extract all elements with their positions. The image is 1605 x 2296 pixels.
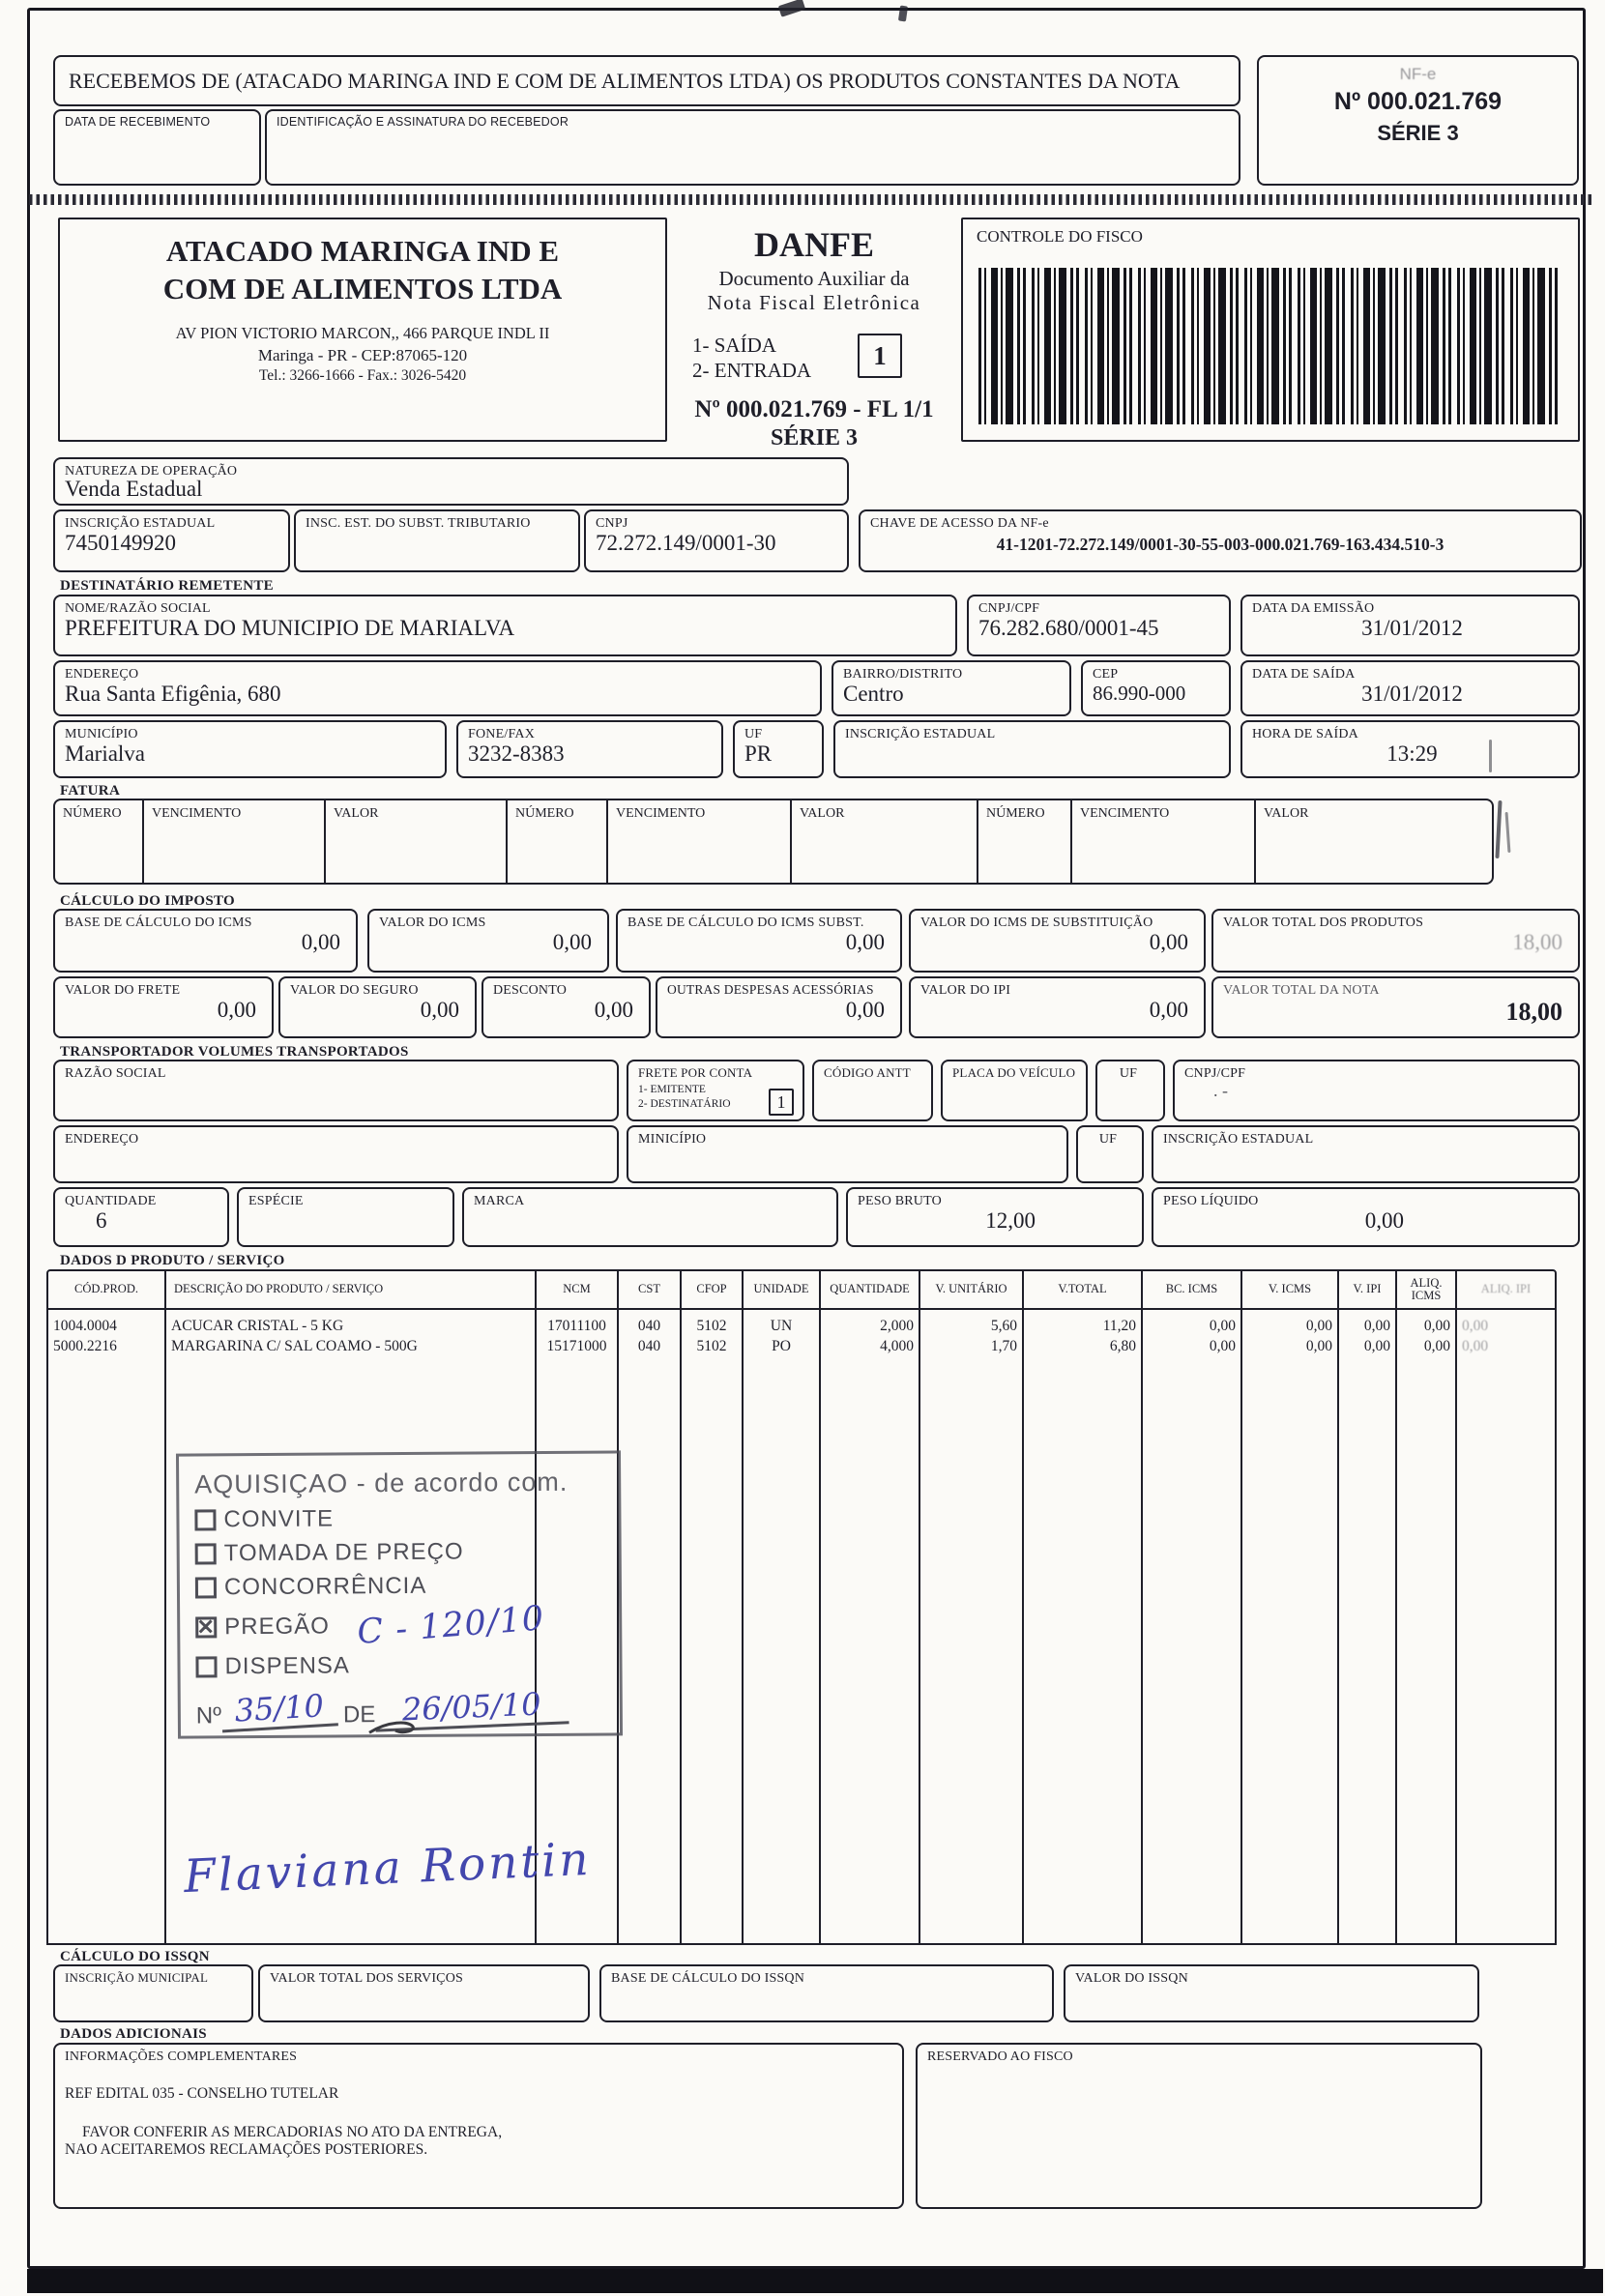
produtos-header-vtotal: V.TOTAL — [1024, 1271, 1143, 1308]
dest-uf-box — [733, 720, 824, 778]
transp-qtd-value: 6 — [96, 1208, 107, 1234]
imposto-seguro-box — [278, 976, 477, 1038]
transp-frete-opt2: 2- DESTINATÁRIO — [638, 1098, 731, 1111]
produtos-header-aliqicms: ALIQ. ICMS — [1397, 1271, 1457, 1308]
imposto-outras-box — [656, 976, 902, 1038]
transp-liquido-label: PESO LÍQUIDO — [1163, 1194, 1259, 1208]
produto-aliqipi: 0,00 — [1462, 1318, 1489, 1334]
transp-liquido-box — [1152, 1187, 1580, 1247]
chave-acesso-box — [859, 509, 1582, 572]
informacoes-label: INFORMAÇÕES COMPLEMENTARES — [65, 2049, 298, 2064]
produtos-col-unidade — [744, 1310, 821, 1943]
dest-cep-value: 86.990-000 — [1093, 682, 1186, 706]
issqn-base-box — [599, 1964, 1054, 2022]
pen-mark — [365, 1719, 432, 1738]
imposto-base-subst-box — [616, 909, 902, 973]
produtos-col-vipi — [1339, 1310, 1397, 1943]
reservado-fisco-label: RESERVADO AO FISCO — [927, 2049, 1073, 2064]
produto-vipi: 0,00 — [1363, 1318, 1390, 1334]
produtos-header-cfop: CFOP — [682, 1271, 744, 1308]
stub-date-label: DATA DE RECEBIMENTO — [65, 115, 211, 129]
stamp-option-label: DISPENSA — [224, 1652, 350, 1680]
fatura-section-title: FATURA — [60, 783, 121, 799]
checkbox-icon — [195, 1656, 217, 1677]
emitter-name-line2: COM DE ALIMENTOS LTDA — [162, 271, 563, 305]
produto-vtotal: 6,80 — [1109, 1338, 1136, 1354]
produto-aliqicms: 0,00 — [1423, 1338, 1450, 1354]
scan-bottom-bar — [27, 2269, 1603, 2293]
produtos-header-vunitario: V. UNITÁRIO — [920, 1271, 1024, 1308]
produtos-col-quantidade — [821, 1310, 920, 1943]
checkbox-checked-icon: ✕ — [196, 1614, 217, 1640]
fatura-table — [53, 799, 1494, 885]
checkbox-icon — [195, 1577, 217, 1598]
danfe-title: DANFE — [754, 225, 874, 264]
produto-cfop: 5102 — [696, 1338, 727, 1354]
produto-unidade: UN — [770, 1318, 793, 1334]
stamp-title: AQUISIÇAO - de acordo com. — [194, 1467, 569, 1499]
produtos-col-vtotal — [1024, 1310, 1143, 1943]
reservado-fisco-box — [916, 2043, 1482, 2209]
imposto-ipi-value: 0,00 — [1149, 998, 1188, 1023]
issqn-servicos-box — [258, 1964, 590, 2022]
imposto-seguro-value: 0,00 — [420, 998, 459, 1023]
fatura-header-vencimento: VENCIMENTO — [144, 800, 326, 883]
imposto-valor-subst-value: 0,00 — [1149, 930, 1188, 955]
dest-cep-box — [1081, 660, 1231, 716]
fatura-header-valor: VALOR — [326, 800, 508, 883]
produto-vicms: 0,00 — [1305, 1338, 1332, 1354]
produto-vunitario: 5,60 — [990, 1318, 1017, 1334]
imposto-frete-box — [53, 976, 274, 1038]
dest-bairro-box — [832, 660, 1071, 716]
imposto-base-icms-box — [53, 909, 358, 973]
fisco-control-label: CONTROLE DO FISCO — [977, 227, 1143, 246]
produto-unidade: PO — [772, 1338, 791, 1354]
imposto-total-produtos-value: 18,00 — [1512, 930, 1562, 955]
emitter-box — [58, 218, 667, 442]
imposto-seguro-label: VALOR DO SEGURO — [290, 983, 419, 998]
dest-endereco-box — [53, 660, 822, 716]
transp-frete-value-box — [769, 1089, 794, 1116]
fatura-header-numero: NÚMERO — [55, 800, 144, 883]
chave-acesso-label: CHAVE DE ACESSO DA NF-e — [870, 516, 1049, 531]
stamp-option-label: PREGÃO — [224, 1613, 331, 1641]
produto-bcicms: 0,00 — [1209, 1338, 1236, 1354]
danfe-sub1: Documento Auxiliar da — [718, 267, 910, 290]
stub-date-box — [53, 109, 261, 186]
dest-cnpj-value: 76.282.680/0001-45 — [978, 616, 1159, 641]
danfe-type-value: 1 — [873, 340, 887, 370]
checkbox-icon — [195, 1543, 217, 1564]
produtos-col-cfop — [682, 1310, 744, 1943]
dest-cnpj-box — [967, 595, 1231, 656]
dest-cep-label: CEP — [1093, 667, 1119, 682]
cnpj-emit-value: 72.272.149/0001-30 — [596, 531, 776, 556]
stub-title-box — [53, 55, 1240, 106]
dest-endereco-label: ENDEREÇO — [65, 667, 139, 682]
issqn-valor-box — [1064, 1964, 1479, 2022]
imposto-frete-label: VALOR DO FRETE — [65, 983, 181, 998]
emitter-city: Maringa - PR - CEP:87065-120 — [257, 345, 468, 364]
informacoes-ref: REF EDITAL 035 - CONSELHO TUTELAR — [65, 2085, 339, 2103]
produto-aliqipi: 0,00 — [1462, 1338, 1489, 1354]
transp-placa-box — [941, 1060, 1088, 1121]
stub-sign-label: IDENTIFICAÇÃO E ASSINATURA DO RECEBEDOR — [277, 115, 569, 129]
stamp-de-label: DE — [342, 1701, 376, 1729]
produto-vicms: 0,00 — [1305, 1318, 1332, 1334]
produtos-header-ncm: NCM — [537, 1271, 619, 1308]
issqn-inscricao-box — [53, 1964, 253, 2022]
transp-bruto-box — [846, 1187, 1144, 1247]
fatura-header-valor: VALOR — [792, 800, 978, 883]
produto-descricao: MARGARINA C/ SAL COAMO - 500G — [171, 1338, 418, 1354]
dest-bairro-label: BAIRRO/DISTRITO — [843, 667, 963, 682]
transp-endereco-box — [53, 1125, 619, 1183]
emitter-name — [60, 233, 665, 308]
nfe-barcode — [978, 268, 1559, 424]
produtos-header-quantidade: QUANTIDADE — [821, 1271, 920, 1308]
imposto-total-produtos-box — [1211, 909, 1580, 973]
transp-uf1-box — [1095, 1060, 1165, 1121]
dest-emissao-label: DATA DA EMISSÃO — [1252, 601, 1375, 616]
produto-vtotal: 11,20 — [1102, 1318, 1136, 1334]
transp-bruto-label: PESO BRUTO — [858, 1194, 942, 1208]
transp-cnpj-label: CNPJ/CPF — [1184, 1066, 1246, 1081]
issqn-servicos-label: VALOR TOTAL DOS SERVIÇOS — [270, 1971, 464, 1986]
cut-line — [29, 194, 1593, 205]
dest-fone-label: FONE/FAX — [468, 727, 536, 741]
transp-qtd-label: QUANTIDADE — [65, 1194, 157, 1208]
emitter-name-line1: ATACADO MARINGA IND E — [165, 234, 560, 268]
transp-endereco-label: ENDEREÇO — [65, 1132, 139, 1147]
imposto-ipi-box — [909, 976, 1206, 1038]
stamp-option-convite — [194, 1503, 608, 1533]
dest-nome-box — [53, 595, 957, 656]
imposto-base-icms-value: 0,00 — [301, 930, 340, 955]
fatura-header-vencimento: VENCIMENTO — [608, 800, 792, 883]
dest-uf-value: PR — [744, 741, 773, 767]
transp-razao-label: RAZÃO SOCIAL — [65, 1066, 166, 1081]
stamp-option-label: CONVITE — [223, 1505, 335, 1533]
danfe-option-entrada: 2- ENTRADA — [692, 359, 812, 383]
imposto-base-subst-label: BASE DE CÁLCULO DO ICMS SUBST. — [627, 915, 864, 930]
dest-nome-label: NOME/RAZÃO SOCIAL — [65, 601, 211, 616]
chave-acesso-value: 41-1201-72.272.149/0001-30-55-003-000.021.769-163.434.510-3 — [996, 535, 1444, 555]
imposto-outras-value: 0,00 — [845, 997, 885, 1022]
cnpj-emit-box — [584, 509, 849, 572]
cnpj-emit-label: CNPJ — [596, 516, 628, 531]
dest-fone-box — [456, 720, 723, 778]
transp-qtd-box — [53, 1187, 229, 1247]
produto-cst: 040 — [637, 1338, 661, 1354]
dest-emissao-value: 31/01/2012 — [1361, 616, 1463, 641]
informacoes-aviso1: FAVOR CONFERIR AS MERCADORIAS NO ATO DA ENTREGA, — [82, 2124, 503, 2141]
transp-ie-box — [1152, 1125, 1580, 1183]
stamp-option-dispensa — [195, 1650, 609, 1680]
insc-subst-box — [294, 509, 580, 572]
imposto-valor-icms-value: 0,00 — [552, 930, 592, 955]
transp-marca-box — [462, 1187, 838, 1247]
produto-ncm: 17011100 — [547, 1318, 606, 1334]
transp-marca-label: MARCA — [474, 1194, 525, 1208]
insc-subst-label: INSC. EST. DO SUBST. TRIBUTARIO — [306, 516, 531, 531]
dest-saida-value: 31/01/2012 — [1361, 682, 1463, 707]
dest-uf-label: UF — [744, 727, 763, 741]
imposto-total-nota-box — [1211, 976, 1580, 1038]
stamp-option-concorrencia — [195, 1571, 609, 1601]
transp-placa-label: PLACA DO VEÍCULO — [952, 1065, 1076, 1080]
produtos-table-header — [46, 1269, 1557, 1310]
produto-cfop: 5102 — [696, 1318, 727, 1334]
nfe-series: SÉRIE 3 — [1377, 121, 1459, 145]
dest-municipio-box — [53, 720, 447, 778]
transp-frete-value: 1 — [776, 1091, 786, 1112]
dest-nome-value: PREFEITURA DO MUNICIPIO DE MARIALVA — [65, 616, 515, 641]
issqn-inscricao-label: INSCRIÇÃO MUNICIPAL — [65, 1970, 209, 1985]
transp-ie-label: INSCRIÇÃO ESTADUAL — [1163, 1132, 1314, 1147]
emitter-phone: Tel.: 3266-1666 - Fax.: 3026-5420 — [258, 366, 467, 384]
imposto-section-title: CÁLCULO DO IMPOSTO — [60, 893, 235, 909]
transp-municipio-box — [627, 1125, 1068, 1183]
produtos-col-aliqipi — [1457, 1310, 1555, 1943]
produtos-col-cst — [619, 1310, 682, 1943]
fatura-header-vencimento: VENCIMENTO — [1072, 800, 1256, 883]
dest-saida-box — [1240, 660, 1580, 716]
transp-cnpj-box — [1173, 1060, 1580, 1121]
stamp-option-tomada — [195, 1537, 609, 1567]
imposto-valor-icms-label: VALOR DO ICMS — [379, 915, 486, 930]
imposto-desconto-box — [482, 976, 651, 1038]
produto-cod: 5000.2216 — [53, 1338, 117, 1354]
produto-quantidade: 4,000 — [880, 1338, 914, 1354]
insc-estadual-value: 7450149920 — [65, 531, 176, 556]
issqn-base-label: BASE DE CÁLCULO DO ISSQN — [611, 1971, 805, 1986]
produtos-header-bcicms: BC. ICMS — [1143, 1271, 1242, 1308]
transp-uf1-label: UF — [1119, 1066, 1138, 1081]
dest-emissao-box — [1240, 595, 1580, 656]
natureza-value: Venda Estadual — [65, 477, 203, 502]
imposto-valor-subst-label: VALOR DO ICMS DE SUBSTITUIÇÃO — [920, 915, 1153, 930]
aquisicao-stamp — [176, 1450, 623, 1738]
transp-frete-opt1: 1- EMITENTE — [638, 1084, 706, 1096]
imposto-outras-label: OUTRAS DESPESAS ACESSÓRIAS — [667, 982, 874, 997]
informacoes-aviso2: NAO ACEITAREMOS RECLAMAÇÕES POSTERIORES. — [65, 2141, 428, 2159]
produtos-col-aliqicms — [1397, 1310, 1457, 1943]
dest-ie-label: INSCRIÇÃO ESTADUAL — [845, 727, 996, 741]
produto-cst: 040 — [637, 1318, 661, 1334]
transp-antt-box — [812, 1060, 933, 1121]
dest-hora-value: 13:29 — [1386, 741, 1438, 767]
produto-ncm: 15171000 — [546, 1338, 607, 1354]
danfe-sub2: Nota Fiscal Eletrônica — [707, 291, 921, 314]
danfe-option-saida: 1- SAÍDA — [692, 334, 776, 357]
imposto-frete-value: 0,00 — [217, 998, 256, 1023]
produtos-col-cod — [48, 1310, 166, 1943]
transp-frete-box — [627, 1060, 804, 1121]
transp-especie-label: ESPÉCIE — [248, 1194, 304, 1208]
produtos-header-vipi: V. IPI — [1339, 1271, 1397, 1308]
dest-hora-box — [1240, 720, 1580, 778]
natureza-box — [53, 457, 849, 506]
fisco-control-box — [961, 218, 1580, 442]
dest-saida-label: DATA DE SAÍDA — [1252, 667, 1356, 682]
imposto-total-nota-label: VALOR TOTAL DA NOTA — [1223, 983, 1380, 998]
produtos-header-descricao: DESCRIÇÃO DO PRODUTO / SERVIÇO — [166, 1271, 537, 1308]
checkbox-icon — [194, 1509, 216, 1530]
fatura-header-numero: NÚMERO — [508, 800, 608, 883]
scan-artifact — [1489, 740, 1492, 772]
stamp-date-value: 26/05/10 — [375, 1684, 570, 1731]
transp-cnpj-value: . - — [1213, 1081, 1228, 1101]
produtos-section-title: DADOS D PRODUTO / SERVIÇO — [60, 1253, 285, 1268]
produtos-col-vunitario — [920, 1310, 1024, 1943]
imposto-desconto-value: 0,00 — [594, 998, 633, 1023]
transp-razao-box — [53, 1060, 619, 1121]
nfe-number: Nº 000.021.769 — [1333, 88, 1503, 115]
natureza-label: NATUREZA DE OPERAÇÃO — [65, 464, 238, 479]
stamp-num-value: 35/10 — [220, 1686, 338, 1732]
fatura-header-numero: NÚMERO — [978, 800, 1072, 883]
imposto-base-subst-value: 0,00 — [845, 930, 885, 955]
adicionais-section-title: DADOS ADICIONAIS — [60, 2026, 207, 2042]
stamp-option-label: TOMADA DE PREÇO — [223, 1538, 464, 1567]
dest-hora-label: HORA DE SAÍDA — [1252, 727, 1358, 741]
insc-estadual-box — [53, 509, 290, 572]
produtos-header-cst: CST — [619, 1271, 682, 1308]
stamp-handwritten-note: C - 120/10 — [355, 1599, 546, 1653]
danfe-number-line: Nº 000.021.769 - FL 1/1 — [694, 396, 934, 422]
imposto-base-icms-label: BASE DE CÁLCULO DO ICMS — [65, 915, 252, 930]
produto-cod: 1004.0004 — [53, 1318, 117, 1334]
produtos-col-vicms — [1242, 1310, 1339, 1943]
imposto-desconto-label: DESCONTO — [493, 983, 568, 998]
transp-liquido-value: 0,00 — [1364, 1208, 1404, 1234]
nfe-tag: NF-e — [1399, 65, 1437, 83]
dest-section-title: DESTINATÁRIO REMETENTE — [60, 578, 274, 594]
produto-vipi: 0,00 — [1363, 1338, 1390, 1354]
transp-section-title: TRANSPORTADOR VOLUMES TRANSPORTADOS — [60, 1044, 409, 1060]
danfe-type-box — [858, 334, 902, 378]
transp-especie-box — [237, 1187, 454, 1247]
dest-municipio-value: Marialva — [65, 741, 146, 767]
stamp-num-label: Nº — [195, 1702, 222, 1729]
signature: Flaviana Rontin — [183, 1832, 593, 1904]
fatura-header-valor: VALOR — [1264, 806, 1309, 821]
danfe-series: SÉRIE 3 — [770, 425, 859, 450]
transp-frete-label: FRETE POR CONTA — [638, 1065, 753, 1080]
dest-endereco-value: Rua Santa Efigênia, 680 — [65, 682, 281, 707]
stamp-option-label: CONCORRÊNCIA — [223, 1572, 427, 1601]
dest-municipio-label: MUNICÍPIO — [65, 727, 138, 741]
stub-title: RECEBEMOS DE (ATACADO MARINGA IND E COM DE ALIMENTOS LTDA) OS PRODUTOS CONSTANTES DA NOTA — [69, 69, 1181, 93]
produto-vunitario: 1,70 — [990, 1338, 1017, 1354]
produto-aliqicms: 0,00 — [1423, 1318, 1450, 1334]
issqn-valor-label: VALOR DO ISSQN — [1075, 1971, 1188, 1986]
transp-bruto-value: 12,00 — [985, 1208, 1036, 1234]
emitter-address: AV PION VICTORIO MARCON,, 466 PARQUE INDL II — [175, 323, 550, 342]
stub-nfe-box — [1257, 55, 1579, 186]
informacoes-box — [53, 2043, 904, 2209]
produto-descricao: ACUCAR CRISTAL - 5 KG — [171, 1318, 344, 1334]
dest-cnpj-label: CNPJ/CPF — [978, 601, 1040, 616]
produto-bcicms: 0,00 — [1209, 1318, 1236, 1334]
imposto-total-nota-value: 18,00 — [1505, 998, 1562, 1027]
danfe-options — [692, 333, 811, 384]
stamp-option-pregao — [195, 1599, 609, 1653]
produtos-header-cod: CÓD.PROD. — [48, 1271, 166, 1308]
danfe-block — [671, 224, 957, 451]
transp-municipio-label: MINICÍPIO — [638, 1132, 707, 1147]
produtos-header-aliqipi: ALIQ. IPI — [1480, 1282, 1532, 1296]
produtos-header-unidade: UNIDADE — [744, 1271, 821, 1308]
transp-antt-label: CÓDIGO ANTT — [824, 1065, 911, 1080]
issqn-section-title: CÁLCULO DO ISSQN — [60, 1949, 210, 1964]
produtos-col-bcicms — [1143, 1310, 1242, 1943]
produto-quantidade: 2,000 — [880, 1318, 914, 1334]
stub-sign-box — [265, 109, 1240, 186]
dest-bairro-value: Centro — [843, 682, 904, 707]
dest-ie-box — [833, 720, 1231, 778]
insc-estadual-label: INSCRIÇÃO ESTADUAL — [65, 516, 216, 531]
transp-uf2-label: UF — [1098, 1132, 1118, 1147]
transp-uf2-box — [1076, 1125, 1144, 1183]
imposto-ipi-label: VALOR DO IPI — [920, 983, 1011, 998]
imposto-valor-subst-box — [909, 909, 1206, 973]
produtos-header-vicms: V. ICMS — [1242, 1271, 1339, 1308]
imposto-valor-icms-box — [367, 909, 609, 973]
dest-fone-value: 3232-8383 — [468, 741, 565, 767]
imposto-total-produtos-label: VALOR TOTAL DOS PRODUTOS — [1223, 915, 1424, 930]
